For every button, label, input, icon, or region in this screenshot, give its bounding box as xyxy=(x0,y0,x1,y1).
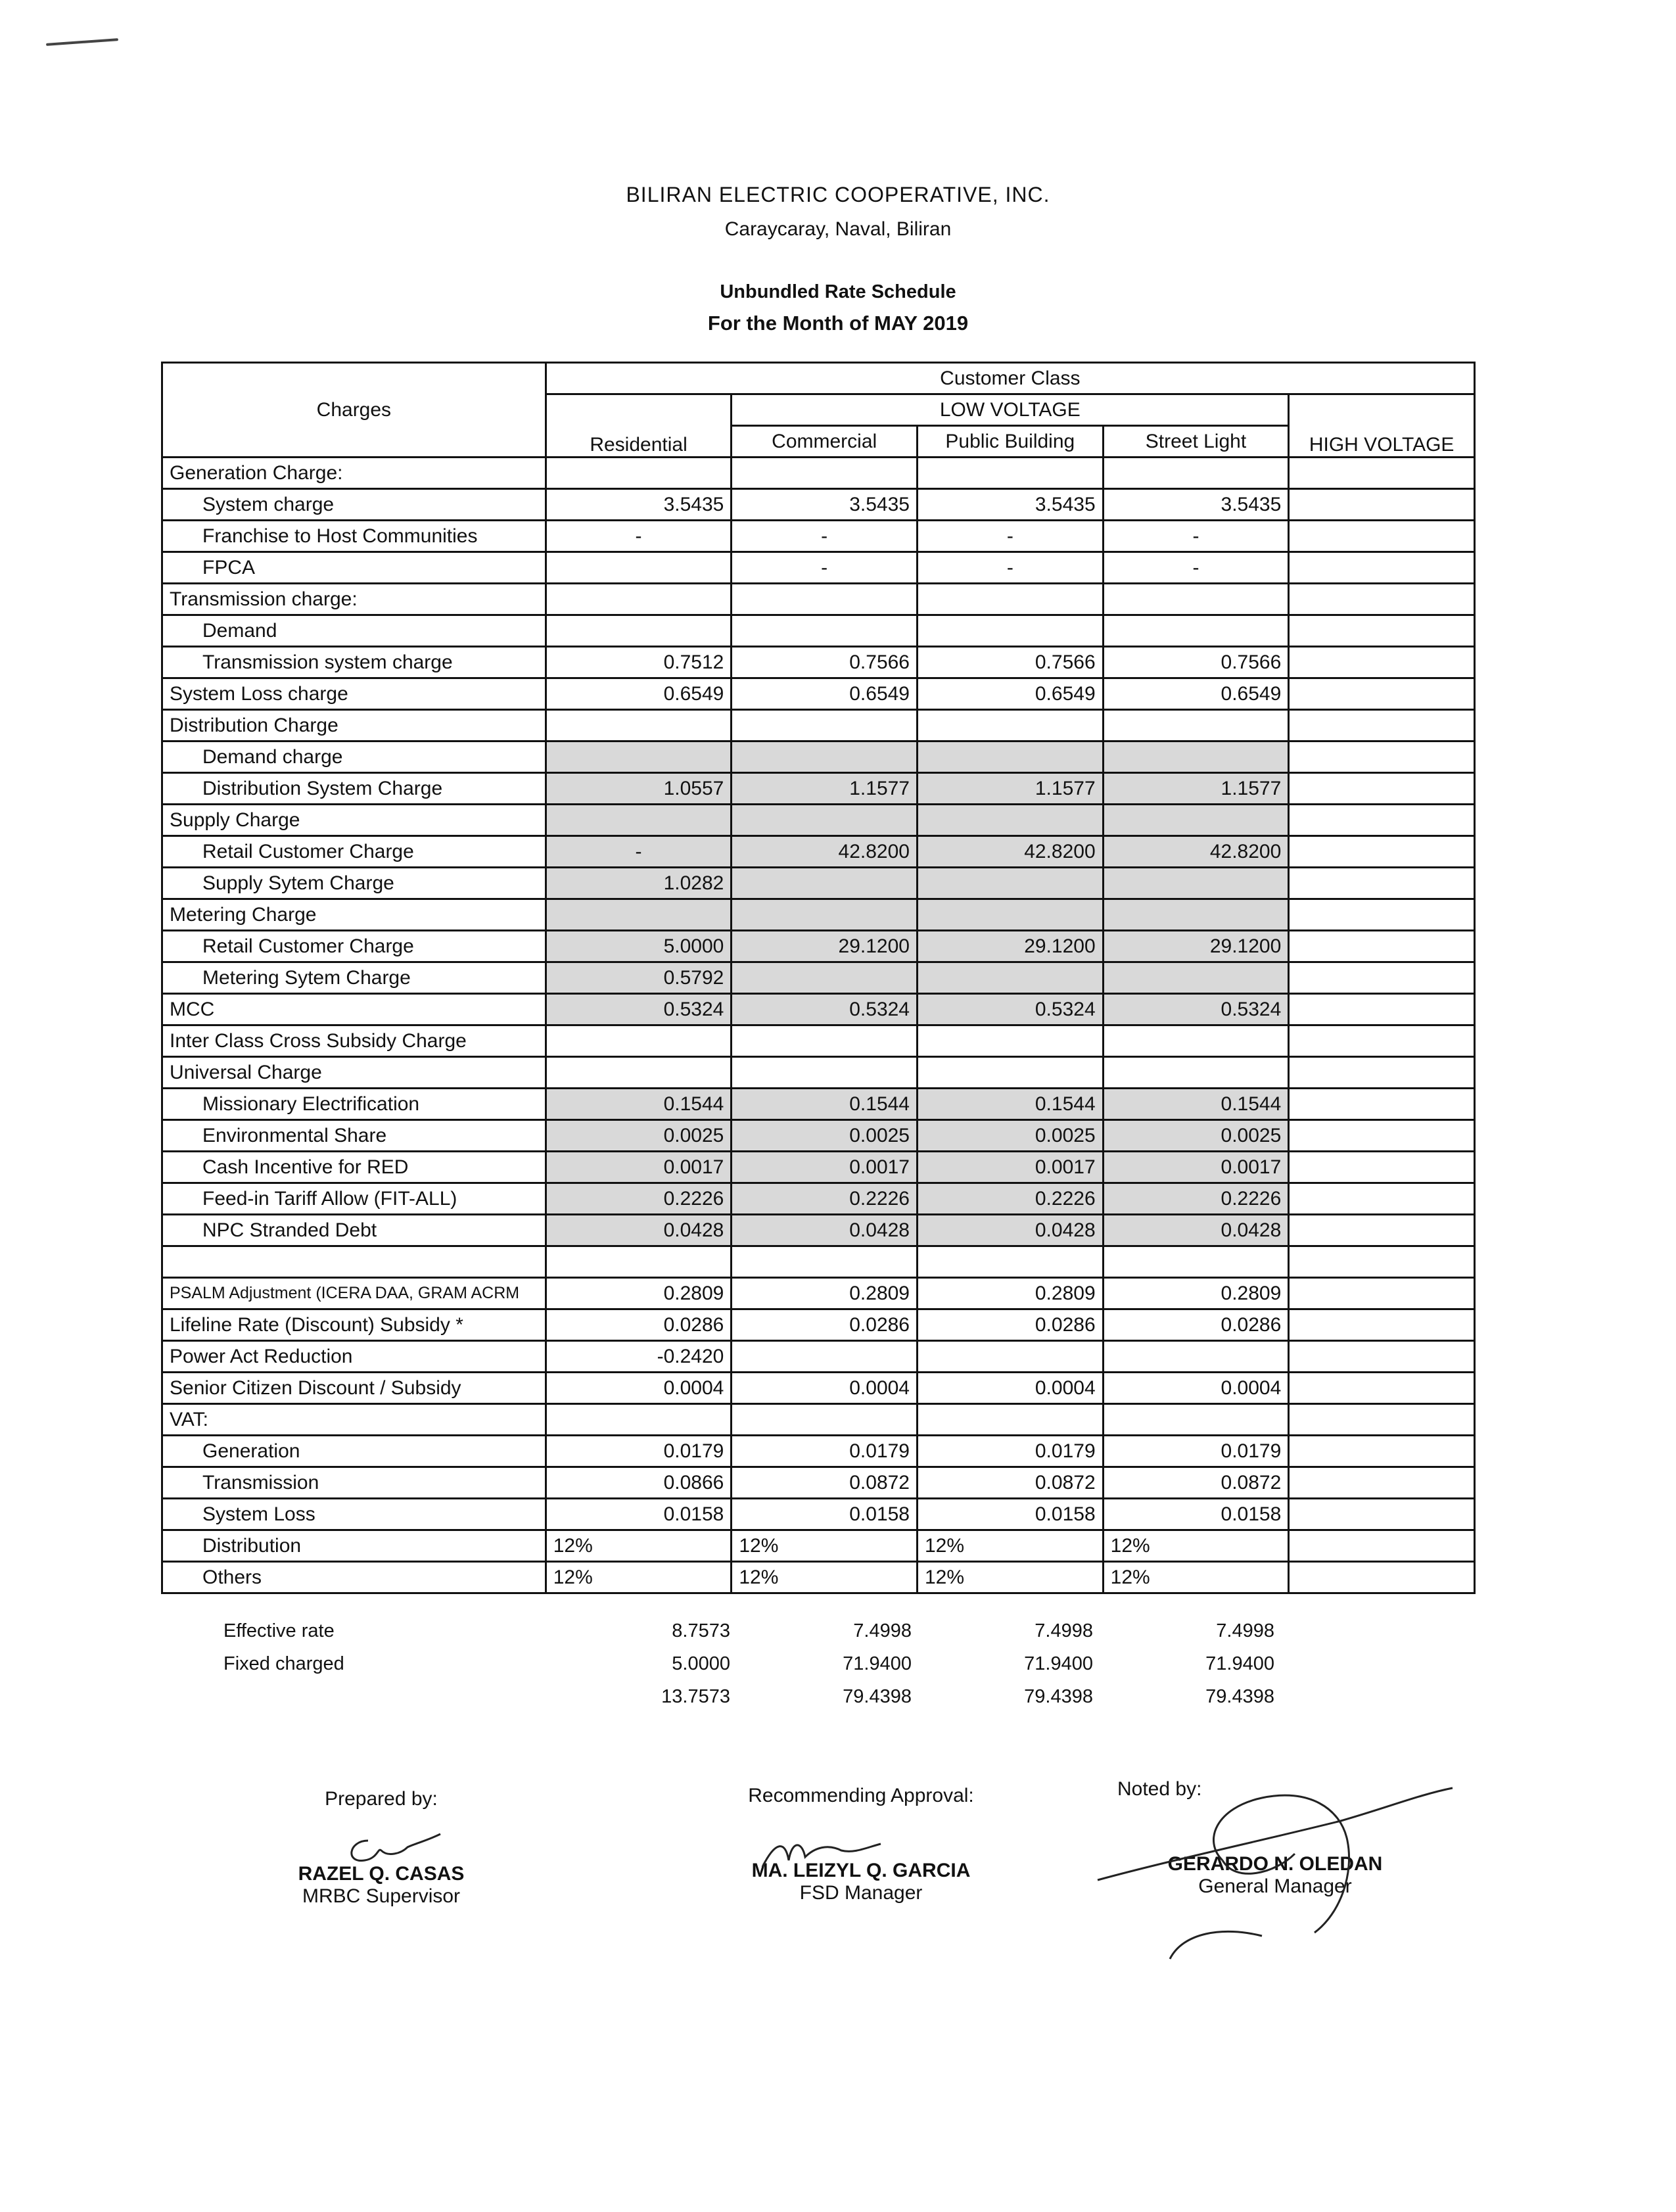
cell-high-voltage xyxy=(1289,1467,1475,1499)
cell-public-building: 1.1577 xyxy=(918,773,1104,805)
cell-high-voltage xyxy=(1289,1562,1475,1593)
table-row xyxy=(162,931,1475,962)
row-label-transmission-charge: Transmission charge: xyxy=(162,584,546,615)
cell-residential: 0.7512 xyxy=(546,647,732,678)
prepared-by-label: Prepared by: xyxy=(325,1788,438,1810)
cell-street-light: 0.0179 xyxy=(1103,1436,1289,1467)
cell-public-building: 0.0428 xyxy=(918,1215,1104,1246)
cell-commercial xyxy=(732,615,918,647)
cell-street-light: 0.0872 xyxy=(1103,1467,1289,1499)
header-customer-class: Customer Class xyxy=(546,363,1474,394)
table-row xyxy=(162,521,1475,552)
summary-residential: 13.7573 xyxy=(661,1686,730,1707)
row-label-demand-charge: Demand charge xyxy=(162,741,546,773)
cell-commercial: 12% xyxy=(732,1562,918,1593)
cell-high-voltage xyxy=(1289,773,1475,805)
cell-high-voltage xyxy=(1289,1183,1475,1215)
cell-high-voltage xyxy=(1289,1215,1475,1246)
cell-public-building: 0.2226 xyxy=(918,1183,1104,1215)
header-high-voltage: HIGH VOLTAGE xyxy=(1289,394,1475,458)
cell-public-building: 0.5324 xyxy=(918,994,1104,1025)
cell-residential: 1.0282 xyxy=(546,868,732,899)
row-label-distribution-charge: Distribution Charge xyxy=(162,710,546,741)
signature-oledan xyxy=(1091,1768,1459,1965)
row-label-blank xyxy=(162,1246,546,1278)
cell-residential: 0.6549 xyxy=(546,678,732,710)
recommending-approval-name: MA. LEIZYL Q. GARCIA xyxy=(751,1860,971,1881)
row-label-transmission-system-charge: Transmission system charge xyxy=(162,647,546,678)
table-row xyxy=(162,1499,1475,1530)
cell-public-building: 0.0286 xyxy=(918,1309,1104,1341)
cell-high-voltage xyxy=(1289,521,1475,552)
cell-residential xyxy=(546,584,732,615)
table-row xyxy=(162,710,1475,741)
cell-high-voltage xyxy=(1289,1341,1475,1373)
table-row xyxy=(162,584,1475,615)
recommending-approval-label: Recommending Approval: xyxy=(748,1785,974,1806)
cell-street-light: 12% xyxy=(1103,1530,1289,1562)
cell-street-light: - xyxy=(1103,552,1289,584)
cell-street-light xyxy=(1103,615,1289,647)
cell-residential: 0.5792 xyxy=(546,962,732,994)
cell-high-voltage xyxy=(1289,615,1475,647)
table-row xyxy=(162,615,1475,647)
cell-residential xyxy=(546,1246,732,1278)
summary-street-light: 71.9400 xyxy=(1205,1653,1274,1674)
cell-high-voltage xyxy=(1289,458,1475,489)
cell-street-light xyxy=(1103,458,1289,489)
cell-public-building xyxy=(918,710,1104,741)
row-label-lifeline-rate-discount-subsidy: Lifeline Rate (Discount) Subsidy * xyxy=(162,1309,546,1341)
cell-commercial: 0.7566 xyxy=(732,647,918,678)
table-row xyxy=(162,1152,1475,1183)
table-row xyxy=(162,994,1475,1025)
cell-residential xyxy=(546,741,732,773)
cell-public-building xyxy=(918,962,1104,994)
summary-block xyxy=(161,1620,1476,1719)
cell-commercial: 0.5324 xyxy=(732,994,918,1025)
table-row xyxy=(162,1530,1475,1562)
cell-street-light: 0.0428 xyxy=(1103,1215,1289,1246)
cell-public-building: 0.0004 xyxy=(918,1373,1104,1404)
table-row xyxy=(162,805,1475,836)
signature-garcia xyxy=(756,1834,887,1873)
cell-commercial xyxy=(732,899,918,931)
table-row xyxy=(162,489,1475,521)
cell-high-voltage xyxy=(1289,868,1475,899)
cell-residential: 12% xyxy=(546,1530,732,1562)
cell-public-building: 3.5435 xyxy=(918,489,1104,521)
cell-commercial: - xyxy=(732,521,918,552)
cell-residential xyxy=(546,1057,732,1089)
table-row xyxy=(162,552,1475,584)
row-label-metering-charge: Metering Charge xyxy=(162,899,546,931)
cell-street-light xyxy=(1103,1246,1289,1278)
cell-commercial xyxy=(732,1341,918,1373)
row-label-vat: VAT: xyxy=(162,1404,546,1436)
noted-by-label: Noted by: xyxy=(1117,1778,1202,1800)
cell-residential: 0.2226 xyxy=(546,1183,732,1215)
cell-commercial: 0.2226 xyxy=(732,1183,918,1215)
cell-street-light: 0.2226 xyxy=(1103,1183,1289,1215)
table-row xyxy=(162,1057,1475,1089)
cell-high-voltage xyxy=(1289,552,1475,584)
row-label-metering-sytem-charge: Metering Sytem Charge xyxy=(162,962,546,994)
cell-public-building: - xyxy=(918,521,1104,552)
row-label-system-loss: System Loss xyxy=(162,1499,546,1530)
cell-residential: 0.5324 xyxy=(546,994,732,1025)
cell-high-voltage xyxy=(1289,1152,1475,1183)
row-label-retail-customer-charge: Retail Customer Charge xyxy=(162,931,546,962)
cell-commercial: 3.5435 xyxy=(732,489,918,521)
table-row xyxy=(162,1436,1475,1467)
cell-street-light: 0.6549 xyxy=(1103,678,1289,710)
cell-commercial xyxy=(732,458,918,489)
summary-residential: 5.0000 xyxy=(672,1653,730,1674)
row-label-environmental-share: Environmental Share xyxy=(162,1120,546,1152)
cell-residential xyxy=(546,805,732,836)
cell-commercial xyxy=(732,1246,918,1278)
cell-street-light: 0.1544 xyxy=(1103,1089,1289,1120)
cell-high-voltage xyxy=(1289,710,1475,741)
table-row xyxy=(162,1373,1475,1404)
summary-street-light: 7.4998 xyxy=(1216,1620,1274,1641)
rate-table-body xyxy=(162,458,1475,1593)
noted-by-name: GERARDO N. OLEDAN xyxy=(1167,1853,1383,1875)
cell-street-light: 0.2809 xyxy=(1103,1278,1289,1309)
cell-high-voltage xyxy=(1289,962,1475,994)
cell-public-building xyxy=(918,615,1104,647)
cell-residential: 0.0428 xyxy=(546,1215,732,1246)
cell-public-building: 42.8200 xyxy=(918,836,1104,868)
cell-commercial: 29.1200 xyxy=(732,931,918,962)
cell-residential xyxy=(546,1025,732,1057)
cell-commercial xyxy=(732,741,918,773)
row-label-mcc: MCC xyxy=(162,994,546,1025)
cell-public-building xyxy=(918,1057,1104,1089)
cell-public-building: - xyxy=(918,552,1104,584)
cell-street-light: 12% xyxy=(1103,1562,1289,1593)
cell-residential: 0.2809 xyxy=(546,1278,732,1309)
table-row xyxy=(162,1183,1475,1215)
header-commercial: Commercial xyxy=(732,426,918,458)
cell-street-light xyxy=(1103,1025,1289,1057)
cell-high-voltage xyxy=(1289,1057,1475,1089)
cell-commercial: 0.6549 xyxy=(732,678,918,710)
table-row xyxy=(162,1025,1475,1057)
cell-high-voltage xyxy=(1289,1246,1475,1278)
cell-commercial: 0.0286 xyxy=(732,1309,918,1341)
cell-high-voltage xyxy=(1289,1373,1475,1404)
cell-commercial: 0.1544 xyxy=(732,1089,918,1120)
row-label-system-charge: System charge xyxy=(162,489,546,521)
cell-high-voltage xyxy=(1289,1530,1475,1562)
cell-residential xyxy=(546,899,732,931)
row-label-transmission: Transmission xyxy=(162,1467,546,1499)
table-row xyxy=(162,1215,1475,1246)
cell-street-light xyxy=(1103,741,1289,773)
table-row xyxy=(162,773,1475,805)
cell-street-light: 0.5324 xyxy=(1103,994,1289,1025)
summary-label-fixed-charged: Fixed charged xyxy=(223,1653,344,1674)
cell-commercial: 12% xyxy=(732,1530,918,1562)
cell-commercial: 0.2809 xyxy=(732,1278,918,1309)
cell-residential: 1.0557 xyxy=(546,773,732,805)
cell-high-voltage xyxy=(1289,1436,1475,1467)
cell-public-building: 0.0158 xyxy=(918,1499,1104,1530)
cell-residential: 0.0286 xyxy=(546,1309,732,1341)
cell-public-building xyxy=(918,1246,1104,1278)
cell-high-voltage xyxy=(1289,1499,1475,1530)
cell-high-voltage xyxy=(1289,1089,1475,1120)
cell-commercial xyxy=(732,1404,918,1436)
cell-residential: 12% xyxy=(546,1562,732,1593)
cell-residential: - xyxy=(546,521,732,552)
signature-casas xyxy=(342,1827,447,1873)
cell-street-light xyxy=(1103,805,1289,836)
row-label-distribution-system-charge: Distribution System Charge xyxy=(162,773,546,805)
table-row xyxy=(162,741,1475,773)
cell-commercial xyxy=(732,1057,918,1089)
cell-residential xyxy=(546,458,732,489)
cell-street-light xyxy=(1103,1404,1289,1436)
table-row xyxy=(162,1309,1475,1341)
cell-street-light xyxy=(1103,1341,1289,1373)
cell-public-building: 0.0017 xyxy=(918,1152,1104,1183)
cell-high-voltage xyxy=(1289,584,1475,615)
cell-street-light: - xyxy=(1103,521,1289,552)
header-public-building: Public Building xyxy=(918,426,1104,458)
row-label-feed-in-tariff-allow-fit-all: Feed-in Tariff Allow (FIT-ALL) xyxy=(162,1183,546,1215)
row-label-senior-citizen-discount-subsidy: Senior Citizen Discount / Subsidy xyxy=(162,1373,546,1404)
cell-public-building: 12% xyxy=(918,1530,1104,1562)
summary-commercial: 7.4998 xyxy=(853,1620,912,1641)
cell-high-voltage xyxy=(1289,489,1475,521)
cell-street-light xyxy=(1103,962,1289,994)
cell-commercial xyxy=(732,805,918,836)
cell-street-light: 0.0004 xyxy=(1103,1373,1289,1404)
cell-public-building xyxy=(918,458,1104,489)
cell-public-building xyxy=(918,1025,1104,1057)
cell-residential: 3.5435 xyxy=(546,489,732,521)
cell-street-light: 0.0025 xyxy=(1103,1120,1289,1152)
summary-commercial: 79.4398 xyxy=(843,1686,912,1707)
org-name: BILIRAN ELECTRIC COOPERATIVE, INC. xyxy=(626,183,1050,206)
cell-public-building: 0.0179 xyxy=(918,1436,1104,1467)
cell-commercial xyxy=(732,868,918,899)
cell-commercial xyxy=(732,962,918,994)
table-row xyxy=(162,1467,1475,1499)
cell-residential: 0.0866 xyxy=(546,1467,732,1499)
cell-residential: 0.0179 xyxy=(546,1436,732,1467)
cell-high-voltage xyxy=(1289,741,1475,773)
cell-residential xyxy=(546,1404,732,1436)
summary-commercial: 71.9400 xyxy=(843,1653,912,1674)
cell-street-light: 0.0017 xyxy=(1103,1152,1289,1183)
row-label-cash-incentive-for-red: Cash Incentive for RED xyxy=(162,1152,546,1183)
cell-high-voltage xyxy=(1289,647,1475,678)
scan-artifact xyxy=(46,38,118,46)
cell-high-voltage xyxy=(1289,994,1475,1025)
row-label-power-act-reduction: Power Act Reduction xyxy=(162,1341,546,1373)
cell-commercial: 0.0179 xyxy=(732,1436,918,1467)
cell-high-voltage xyxy=(1289,1309,1475,1341)
header-residential: Residential xyxy=(546,394,732,458)
table-row xyxy=(162,899,1475,931)
cell-residential: 0.0004 xyxy=(546,1373,732,1404)
cell-street-light xyxy=(1103,1057,1289,1089)
cell-commercial: 0.0428 xyxy=(732,1215,918,1246)
table-row xyxy=(162,647,1475,678)
cell-high-voltage xyxy=(1289,805,1475,836)
row-label-distribution: Distribution xyxy=(162,1530,546,1562)
row-label-supply-sytem-charge: Supply Sytem Charge xyxy=(162,868,546,899)
cell-high-voltage xyxy=(1289,1025,1475,1057)
row-label-npc-stranded-debt: NPC Stranded Debt xyxy=(162,1215,546,1246)
cell-commercial: 0.0004 xyxy=(732,1373,918,1404)
cell-public-building: 12% xyxy=(918,1562,1104,1593)
cell-commercial xyxy=(732,1025,918,1057)
table-row xyxy=(162,1562,1475,1593)
cell-high-voltage xyxy=(1289,899,1475,931)
row-label-franchise-to-host-communities: Franchise to Host Communities xyxy=(162,521,546,552)
cell-public-building xyxy=(918,805,1104,836)
summary-public-building: 71.9400 xyxy=(1024,1653,1093,1674)
cell-public-building: 0.0025 xyxy=(918,1120,1104,1152)
table-row xyxy=(162,836,1475,868)
cell-public-building: 0.6549 xyxy=(918,678,1104,710)
cell-residential: 0.0025 xyxy=(546,1120,732,1152)
row-label-missionary-electrification: Missionary Electrification xyxy=(162,1089,546,1120)
cell-commercial: 0.0017 xyxy=(732,1152,918,1183)
table-row xyxy=(162,1120,1475,1152)
cell-residential xyxy=(546,552,732,584)
cell-street-light: 1.1577 xyxy=(1103,773,1289,805)
cell-street-light xyxy=(1103,710,1289,741)
cell-residential: 0.0017 xyxy=(546,1152,732,1183)
org-address: Caraycaray, Naval, Biliran xyxy=(724,218,952,240)
summary-label-effective-rate: Effective rate xyxy=(223,1620,335,1641)
cell-public-building: 0.1544 xyxy=(918,1089,1104,1120)
row-label-system-loss-charge: System Loss charge xyxy=(162,678,546,710)
cell-street-light xyxy=(1103,868,1289,899)
summary-row xyxy=(161,1686,1476,1719)
summary-row xyxy=(161,1620,1476,1653)
table-row xyxy=(162,1341,1475,1373)
cell-high-voltage xyxy=(1289,1404,1475,1436)
cell-residential xyxy=(546,615,732,647)
cell-public-building: 0.2809 xyxy=(918,1278,1104,1309)
cell-high-voltage xyxy=(1289,931,1475,962)
row-label-others: Others xyxy=(162,1562,546,1593)
header-street-light: Street Light xyxy=(1103,426,1289,458)
row-label-supply-charge: Supply Charge xyxy=(162,805,546,836)
header-low-voltage: LOW VOLTAGE xyxy=(732,394,1289,426)
summary-residential: 8.7573 xyxy=(672,1620,730,1641)
cell-residential: 0.0158 xyxy=(546,1499,732,1530)
cell-residential: - xyxy=(546,836,732,868)
cell-street-light: 0.0158 xyxy=(1103,1499,1289,1530)
row-label-universal-charge: Universal Charge xyxy=(162,1057,546,1089)
cell-public-building xyxy=(918,741,1104,773)
table-row xyxy=(162,1278,1475,1309)
document-title: Unbundled Rate Schedule xyxy=(720,281,956,302)
noted-by-position: General Manager xyxy=(1198,1875,1352,1897)
table-row xyxy=(162,868,1475,899)
table-row xyxy=(162,1246,1475,1278)
prepared-by-position: MRBC Supervisor xyxy=(302,1885,461,1907)
table-row xyxy=(162,1404,1475,1436)
row-label-retail-customer-charge: Retail Customer Charge xyxy=(162,836,546,868)
cell-residential xyxy=(546,710,732,741)
cell-street-light: 42.8200 xyxy=(1103,836,1289,868)
cell-public-building xyxy=(918,868,1104,899)
cell-commercial: - xyxy=(732,552,918,584)
cell-public-building xyxy=(918,1341,1104,1373)
row-label-inter-class-cross-subsidy-charge: Inter Class Cross Subsidy Charge xyxy=(162,1025,546,1057)
cell-public-building: 0.0872 xyxy=(918,1467,1104,1499)
cell-commercial xyxy=(732,584,918,615)
cell-high-voltage xyxy=(1289,1278,1475,1309)
cell-commercial: 0.0872 xyxy=(732,1467,918,1499)
cell-commercial: 0.0025 xyxy=(732,1120,918,1152)
summary-public-building: 79.4398 xyxy=(1024,1686,1093,1707)
header-charges: Charges xyxy=(162,363,546,458)
row-label-psalm-adjustment-icera-daa-gram-acrm: PSALM Adjustment (ICERA DAA, GRAM ACRM xyxy=(162,1278,546,1309)
row-label-demand: Demand xyxy=(162,615,546,647)
cell-public-building: 29.1200 xyxy=(918,931,1104,962)
cell-street-light xyxy=(1103,899,1289,931)
cell-high-voltage xyxy=(1289,836,1475,868)
table-row xyxy=(162,1089,1475,1120)
cell-public-building xyxy=(918,899,1104,931)
row-label-generation: Generation xyxy=(162,1436,546,1467)
cell-public-building xyxy=(918,584,1104,615)
cell-street-light xyxy=(1103,584,1289,615)
row-label-fpca: FPCA xyxy=(162,552,546,584)
cell-public-building xyxy=(918,1404,1104,1436)
cell-street-light: 29.1200 xyxy=(1103,931,1289,962)
prepared-by-name: RAZEL Q. CASAS xyxy=(298,1863,465,1885)
row-label-generation-charge: Generation Charge: xyxy=(162,458,546,489)
table-row xyxy=(162,962,1475,994)
cell-commercial: 0.0158 xyxy=(732,1499,918,1530)
cell-residential: 0.1544 xyxy=(546,1089,732,1120)
table-row xyxy=(162,458,1475,489)
cell-high-voltage xyxy=(1289,1120,1475,1152)
cell-street-light: 0.7566 xyxy=(1103,647,1289,678)
table-row xyxy=(162,678,1475,710)
cell-commercial: 1.1577 xyxy=(732,773,918,805)
summary-public-building: 7.4998 xyxy=(1035,1620,1093,1641)
cell-residential: 5.0000 xyxy=(546,931,732,962)
cell-street-light: 3.5435 xyxy=(1103,489,1289,521)
document-month: For the Month of MAY 2019 xyxy=(707,312,969,335)
summary-row xyxy=(161,1653,1476,1686)
cell-public-building: 0.7566 xyxy=(918,647,1104,678)
rate-schedule-table xyxy=(161,362,1476,1594)
summary-street-light: 79.4398 xyxy=(1205,1686,1274,1707)
cell-commercial: 42.8200 xyxy=(732,836,918,868)
cell-street-light: 0.0286 xyxy=(1103,1309,1289,1341)
recommending-approval-position: FSD Manager xyxy=(799,1882,923,1904)
cell-commercial xyxy=(732,710,918,741)
cell-high-voltage xyxy=(1289,678,1475,710)
cell-residential: -0.2420 xyxy=(546,1341,732,1373)
